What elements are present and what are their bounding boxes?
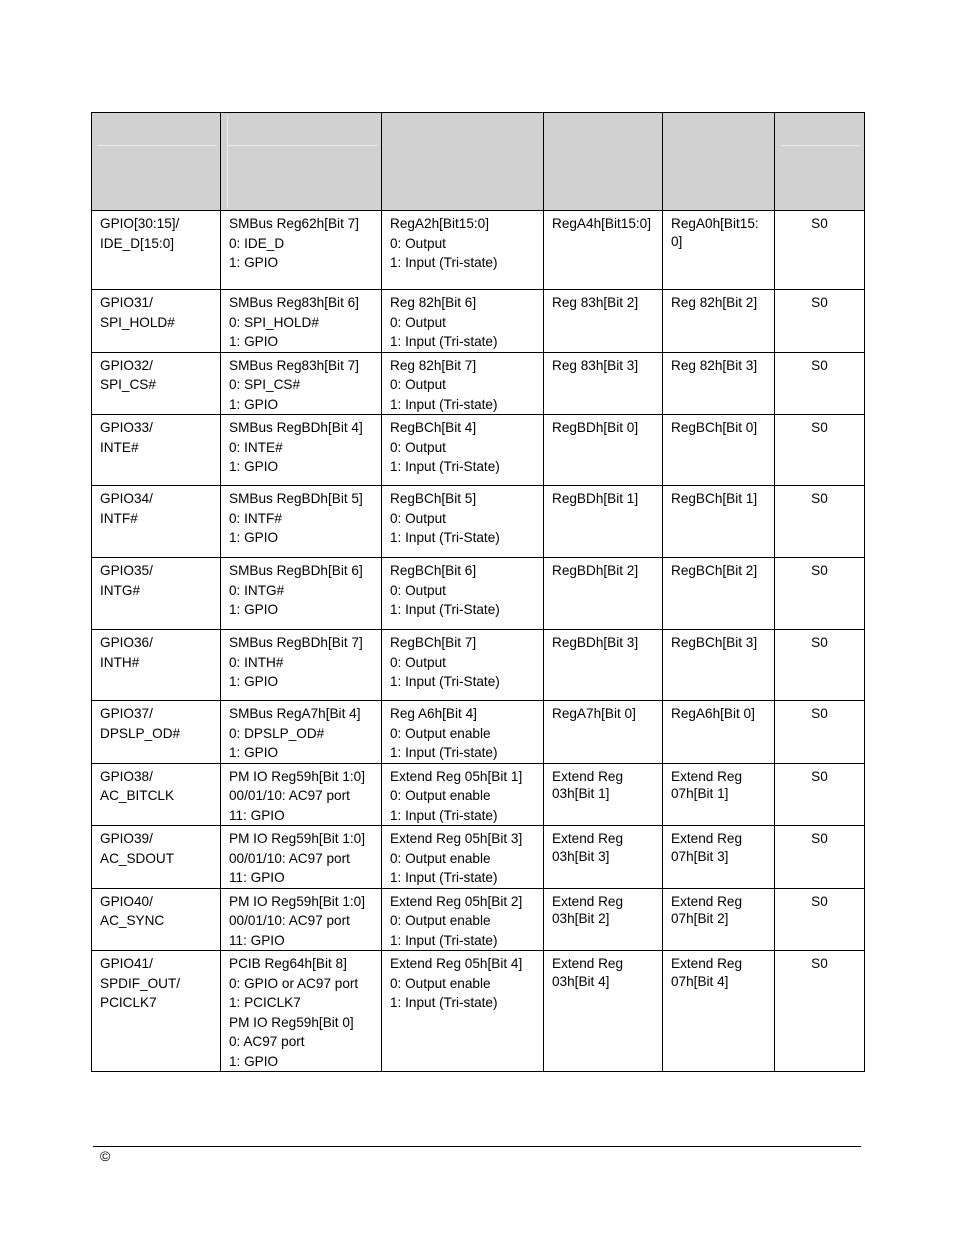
cell-input bbox=[544, 415, 663, 486]
cell-output-line: RegA0h[Bit15: bbox=[671, 216, 759, 231]
cell-direction-line: 0: Output bbox=[390, 510, 446, 526]
cell-select bbox=[221, 211, 382, 290]
cell-select-line: PM IO Reg59h[Bit 1:0] bbox=[229, 893, 366, 909]
cell-output bbox=[663, 415, 775, 486]
cell-input-line: Extend Reg bbox=[552, 893, 624, 909]
cell-pin-line: GPIO41/ bbox=[100, 956, 153, 971]
cell-state: S0 bbox=[775, 763, 865, 826]
cell-pin-line: GPIO39/ bbox=[100, 831, 153, 846]
cell-select-line: 11: GPIO bbox=[229, 932, 285, 948]
cell-select-line: 1: GPIO bbox=[229, 602, 279, 617]
cell-pin-line: GPIO36/ bbox=[100, 635, 153, 650]
cell-select-line: 1: GPIO bbox=[229, 745, 279, 760]
table-row bbox=[92, 558, 865, 630]
cell-pin bbox=[92, 211, 221, 290]
cell-input bbox=[544, 826, 663, 889]
cell-select-line: 1: GPIO bbox=[229, 255, 279, 270]
table-row bbox=[92, 486, 865, 558]
cell-output bbox=[663, 211, 775, 290]
cell-select-line: 0: IDE_D bbox=[229, 235, 285, 251]
cell-direction bbox=[382, 951, 544, 1072]
cell-output-line: RegBCh[Bit 3] bbox=[671, 635, 758, 650]
header-cell-pin bbox=[92, 113, 221, 211]
cell-input bbox=[544, 763, 663, 826]
cell-state: S0 bbox=[775, 211, 865, 290]
cell-select bbox=[221, 630, 382, 701]
cell-select bbox=[221, 888, 382, 951]
cell-direction bbox=[382, 486, 544, 558]
cell-direction bbox=[382, 630, 544, 701]
header-cell-output bbox=[663, 113, 775, 211]
cell-direction-line: 1: Input (Tri-state) bbox=[390, 745, 498, 760]
cell-direction-line: Extend Reg 05h[Bit 1] bbox=[390, 768, 523, 784]
cell-pin-line: AC_SDOUT bbox=[100, 850, 175, 866]
table-row bbox=[92, 211, 865, 290]
cell-pin bbox=[92, 951, 221, 1072]
cell-output-line: 07h[Bit 4] bbox=[671, 973, 729, 989]
cell-input-line: 03h[Bit 2] bbox=[552, 911, 610, 926]
cell-select-line: PM IO Reg59h[Bit 1:0] bbox=[229, 768, 366, 784]
cell-select-line: 1: GPIO bbox=[229, 334, 279, 349]
cell-state: S0 bbox=[775, 951, 865, 1072]
table-row bbox=[92, 888, 865, 951]
cell-output bbox=[663, 290, 775, 353]
cell-output bbox=[663, 630, 775, 701]
table-header-row bbox=[92, 113, 865, 211]
cell-select-line: SMBus RegBDh[Bit 4] bbox=[229, 420, 363, 435]
cell-pin-line: GPIO32/ bbox=[100, 357, 153, 373]
cell-pin bbox=[92, 701, 221, 764]
cell-direction bbox=[382, 290, 544, 353]
cell-direction-line: 0: Output enable bbox=[390, 850, 491, 866]
cell-select-line: 1: GPIO bbox=[229, 530, 279, 545]
cell-state: S0 bbox=[775, 701, 865, 764]
cell-input bbox=[544, 951, 663, 1072]
cell-output-line: RegBCh[Bit 0] bbox=[671, 420, 758, 435]
cell-output-line: RegA6h[Bit 0] bbox=[671, 706, 755, 721]
table-row bbox=[92, 415, 865, 486]
cell-output bbox=[663, 951, 775, 1072]
cell-state: S0 bbox=[775, 630, 865, 701]
cell-output bbox=[663, 352, 775, 415]
cell-direction-line: Extend Reg 05h[Bit 3] bbox=[390, 831, 523, 846]
cell-direction-line: 0: Output enable bbox=[390, 788, 491, 803]
cell-output-line: 07h[Bit 2] bbox=[671, 911, 729, 926]
cell-direction-line: 1: Input (Tri-state) bbox=[390, 807, 498, 823]
cell-input-line: 03h[Bit 4] bbox=[552, 973, 610, 989]
cell-select bbox=[221, 701, 382, 764]
cell-input-line: RegBDh[Bit 1] bbox=[552, 491, 639, 506]
cell-input bbox=[544, 211, 663, 290]
cell-input bbox=[544, 888, 663, 951]
cell-select-line: 0: INTG# bbox=[229, 582, 285, 598]
cell-direction-line: RegBCh[Bit 4] bbox=[390, 420, 477, 435]
cell-direction-line: RegBCh[Bit 5] bbox=[390, 491, 477, 506]
cell-direction-line: 1: Input (Tri-state) bbox=[390, 255, 498, 270]
cell-direction-line: Reg A6h[Bit 4] bbox=[390, 706, 477, 721]
cell-direction-line: 0: Output enable bbox=[390, 913, 491, 928]
cell-input bbox=[544, 352, 663, 415]
cell-select-line: 0: INTH# bbox=[229, 654, 284, 670]
cell-pin-line: DPSLP_OD# bbox=[100, 725, 181, 741]
cell-direction-line: 1: Input (Tri-State) bbox=[390, 602, 500, 617]
cell-select-line: SMBus RegBDh[Bit 5] bbox=[229, 491, 363, 506]
cell-input-line: 03h[Bit 1] bbox=[552, 786, 610, 801]
cell-select-line: 1: PCICLK7 bbox=[229, 995, 301, 1010]
cell-direction-line: 1: Input (Tri-state) bbox=[390, 995, 498, 1010]
cell-state: S0 bbox=[775, 558, 865, 630]
cell-direction bbox=[382, 211, 544, 290]
cell-direction-line: 0: Output bbox=[390, 582, 446, 598]
cell-select-line: 1: GPIO bbox=[229, 1053, 279, 1069]
cell-pin-line: INTG# bbox=[100, 582, 141, 598]
cell-pin-line: INTE# bbox=[100, 439, 139, 455]
gpio-register-table bbox=[91, 112, 865, 1072]
cell-input-line: 03h[Bit 3] bbox=[552, 848, 610, 864]
header-cell-input bbox=[544, 113, 663, 211]
cell-input bbox=[544, 630, 663, 701]
cell-direction-line: 1: Input (Tri-state) bbox=[390, 334, 498, 349]
cell-direction-line: Extend Reg 05h[Bit 2] bbox=[390, 893, 523, 909]
cell-direction bbox=[382, 701, 544, 764]
cell-direction-line: 0: Output bbox=[390, 654, 446, 670]
cell-input bbox=[544, 486, 663, 558]
cell-output bbox=[663, 763, 775, 826]
cell-state: S0 bbox=[775, 826, 865, 889]
cell-select-line: 00/01/10: AC97 port bbox=[229, 850, 350, 866]
cell-select-line: 11: GPIO bbox=[229, 807, 285, 823]
footer-rule bbox=[93, 1146, 861, 1147]
cell-pin-line: GPIO34/ bbox=[100, 491, 153, 506]
cell-output-line: Reg 82h[Bit 3] bbox=[671, 357, 758, 373]
cell-input bbox=[544, 290, 663, 353]
cell-output-line: RegBCh[Bit 1] bbox=[671, 491, 758, 506]
copyright-mark: © bbox=[100, 1148, 111, 1164]
cell-direction-line: Reg 82h[Bit 6] bbox=[390, 295, 477, 310]
cell-select-line: PCIB Reg64h[Bit 8] bbox=[229, 956, 347, 971]
cell-output-line: Extend Reg bbox=[671, 956, 743, 971]
table-body bbox=[92, 211, 865, 1072]
table-row bbox=[92, 630, 865, 701]
cell-select bbox=[221, 486, 382, 558]
cell-output-line: Extend Reg bbox=[671, 768, 743, 784]
cell-state: S0 bbox=[775, 888, 865, 951]
cell-pin-line: GPIO40/ bbox=[100, 893, 153, 909]
cell-output-line: Reg 82h[Bit 2] bbox=[671, 295, 758, 310]
cell-direction-line: Extend Reg 05h[Bit 4] bbox=[390, 956, 523, 971]
cell-select bbox=[221, 763, 382, 826]
cell-select-line: SMBus RegBDh[Bit 7] bbox=[229, 635, 363, 650]
cell-select bbox=[221, 558, 382, 630]
cell-pin bbox=[92, 630, 221, 701]
cell-select-line: 0: SPI_CS# bbox=[229, 377, 301, 392]
cell-direction-line: Reg 82h[Bit 7] bbox=[390, 357, 477, 373]
cell-direction-line: 0: Output enable bbox=[390, 975, 491, 991]
cell-output-line: 07h[Bit 3] bbox=[671, 848, 729, 864]
cell-select bbox=[221, 951, 382, 1072]
cell-select-line: 1: GPIO bbox=[229, 674, 279, 689]
cell-direction bbox=[382, 415, 544, 486]
cell-input bbox=[544, 558, 663, 630]
cell-pin bbox=[92, 486, 221, 558]
cell-direction-line: 0: Output bbox=[390, 235, 446, 251]
cell-select-line: 0: AC97 port bbox=[229, 1034, 305, 1049]
cell-output-line: 07h[Bit 1] bbox=[671, 786, 729, 801]
cell-output bbox=[663, 701, 775, 764]
cell-direction-line: RegA2h[Bit15:0] bbox=[390, 216, 489, 231]
cell-pin-line: SPI_HOLD# bbox=[100, 314, 175, 330]
cell-select-line: SMBus Reg62h[Bit 7] bbox=[229, 216, 359, 231]
cell-pin-line: GPIO38/ bbox=[100, 768, 153, 784]
cell-select-line: 11: GPIO bbox=[229, 870, 285, 885]
cell-input-line: Extend Reg bbox=[552, 956, 624, 971]
table-row bbox=[92, 290, 865, 353]
cell-direction bbox=[382, 558, 544, 630]
cell-direction-line: 1: Input (Tri-State) bbox=[390, 459, 500, 474]
header-cell-direction bbox=[382, 113, 544, 211]
cell-direction-line: 0: Output bbox=[390, 377, 446, 392]
cell-direction-line: 1: Input (Tri-state) bbox=[390, 870, 498, 885]
cell-select-line: 00/01/10: AC97 port bbox=[229, 788, 350, 803]
cell-input-line: Extend Reg bbox=[552, 831, 624, 846]
cell-pin bbox=[92, 826, 221, 889]
cell-pin-line: AC_SYNC bbox=[100, 913, 165, 928]
cell-pin-line: INTF# bbox=[100, 510, 138, 526]
table-row bbox=[92, 352, 865, 415]
cell-select-line: PM IO Reg59h[Bit 1:0] bbox=[229, 831, 366, 846]
cell-select-line: 0: INTE# bbox=[229, 439, 283, 455]
table-row bbox=[92, 763, 865, 826]
cell-pin-line: SPI_CS# bbox=[100, 377, 156, 392]
cell-pin-line: GPIO31/ bbox=[100, 295, 153, 310]
cell-input-line: Reg 83h[Bit 2] bbox=[552, 295, 639, 310]
cell-input-line: RegA7h[Bit 0] bbox=[552, 706, 636, 721]
cell-output bbox=[663, 888, 775, 951]
cell-pin bbox=[92, 763, 221, 826]
cell-pin bbox=[92, 352, 221, 415]
table-row bbox=[92, 951, 865, 1072]
cell-pin bbox=[92, 558, 221, 630]
cell-input-line: Extend Reg bbox=[552, 768, 624, 784]
table-row bbox=[92, 826, 865, 889]
cell-direction-line: RegBCh[Bit 7] bbox=[390, 635, 477, 650]
cell-direction bbox=[382, 763, 544, 826]
cell-select-line: 0: INTF# bbox=[229, 510, 282, 526]
cell-pin-line: GPIO37/ bbox=[100, 706, 153, 721]
cell-select bbox=[221, 826, 382, 889]
cell-direction-line: RegBCh[Bit 6] bbox=[390, 563, 477, 578]
cell-output bbox=[663, 486, 775, 558]
cell-state: S0 bbox=[775, 486, 865, 558]
cell-pin-line: INTH# bbox=[100, 654, 140, 670]
cell-select-line: 0: DPSLP_OD# bbox=[229, 725, 325, 741]
cell-output-line: RegBCh[Bit 2] bbox=[671, 563, 758, 578]
cell-select-line: 1: GPIO bbox=[229, 459, 279, 474]
cell-output-line: 0] bbox=[671, 233, 683, 249]
table-row bbox=[92, 701, 865, 764]
cell-output bbox=[663, 558, 775, 630]
cell-input-line: RegBDh[Bit 0] bbox=[552, 420, 639, 435]
cell-direction-line: 0: Output enable bbox=[390, 725, 491, 741]
cell-output-line: Extend Reg bbox=[671, 893, 743, 909]
cell-select bbox=[221, 290, 382, 353]
cell-direction-line: 1: Input (Tri-State) bbox=[390, 530, 500, 545]
cell-direction bbox=[382, 352, 544, 415]
cell-output-line: Extend Reg bbox=[671, 831, 743, 846]
cell-pin bbox=[92, 290, 221, 353]
cell-direction bbox=[382, 826, 544, 889]
cell-pin-line: GPIO[30:15]/ bbox=[100, 216, 180, 231]
cell-select-line: SMBus RegA7h[Bit 4] bbox=[229, 706, 361, 721]
cell-select-line: PM IO Reg59h[Bit 0] bbox=[229, 1014, 354, 1030]
cell-pin-line: GPIO33/ bbox=[100, 420, 153, 435]
cell-select-line: 1: GPIO bbox=[229, 396, 279, 412]
cell-direction-line: 1: Input (Tri-state) bbox=[390, 932, 498, 948]
cell-pin bbox=[92, 888, 221, 951]
cell-direction-line: 1: Input (Tri-State) bbox=[390, 674, 500, 689]
cell-select-line: SMBus Reg83h[Bit 6] bbox=[229, 295, 359, 310]
cell-pin-line: GPIO35/ bbox=[100, 563, 153, 578]
cell-pin-line: PCICLK7 bbox=[100, 995, 157, 1010]
cell-pin-line: AC_BITCLK bbox=[100, 788, 175, 803]
cell-state: S0 bbox=[775, 352, 865, 415]
cell-pin bbox=[92, 415, 221, 486]
cell-select bbox=[221, 415, 382, 486]
cell-output bbox=[663, 826, 775, 889]
cell-direction-line: 1: Input (Tri-state) bbox=[390, 396, 498, 412]
cell-direction-line: 0: Output bbox=[390, 314, 446, 330]
cell-select-line: SMBus Reg83h[Bit 7] bbox=[229, 357, 359, 373]
header-cell-state bbox=[775, 113, 865, 211]
cell-select-line: 0: SPI_HOLD# bbox=[229, 314, 319, 330]
cell-select-line: 0: GPIO or AC97 port bbox=[229, 975, 359, 991]
cell-select bbox=[221, 352, 382, 415]
cell-input bbox=[544, 701, 663, 764]
cell-pin-line: IDE_D[15:0] bbox=[100, 235, 175, 251]
cell-input-line: Reg 83h[Bit 3] bbox=[552, 357, 639, 373]
cell-select-line: 00/01/10: AC97 port bbox=[229, 913, 350, 928]
header-cell-select bbox=[221, 113, 382, 211]
cell-state: S0 bbox=[775, 415, 865, 486]
cell-direction-line: 0: Output bbox=[390, 439, 446, 455]
cell-direction bbox=[382, 888, 544, 951]
cell-input-line: RegBDh[Bit 3] bbox=[552, 635, 639, 650]
cell-select-line: SMBus RegBDh[Bit 6] bbox=[229, 563, 363, 578]
cell-state: S0 bbox=[775, 290, 865, 353]
cell-input-line: RegA4h[Bit15:0] bbox=[552, 216, 651, 231]
cell-pin-line: SPDIF_OUT/ bbox=[100, 975, 181, 991]
cell-input-line: RegBDh[Bit 2] bbox=[552, 563, 639, 578]
